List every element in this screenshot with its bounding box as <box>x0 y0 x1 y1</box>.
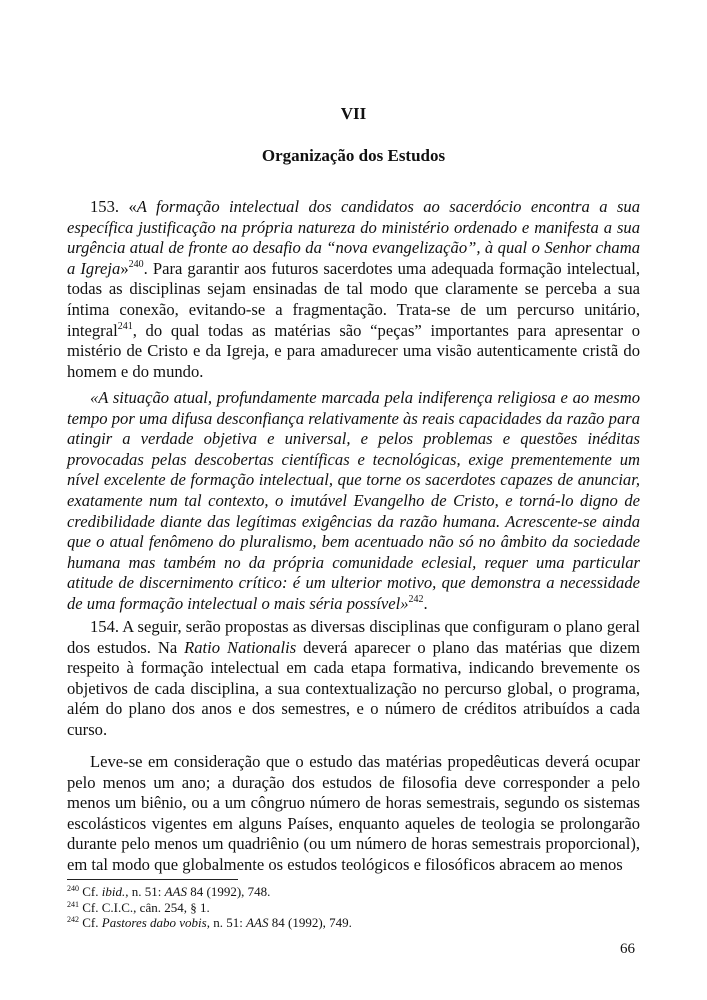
footnote-divider <box>67 879 238 880</box>
body-text: , do qual todas as matérias são “peças” importantes para apresentar o mistério de Cristo e da Igreja, e para amadurecer uma visão autenticamente cristã do homem e do mundo. <box>67 320 640 381</box>
footnote-text: , n. 51: <box>206 915 247 930</box>
body-text: 154. A seguir, serão propostas as diversas disciplinas que configuram o plano geral dos estudos. Na <box>67 617 640 657</box>
quoted-text: A formação intelectual dos candidatos ao sacerdócio encontra a sua específica justificação na própria natureza do ministério ordenado e manifesta a sua urgência atual de fronte ao desafio da “nova evangelização”, à qual o Senhor chama a Igreja <box>67 197 640 278</box>
paragraph-number: 153. <box>90 197 120 216</box>
footnote-italic: Pastores dabo vobis <box>101 915 207 930</box>
footnote-text: 84 (1992), 748. <box>187 884 271 899</box>
footnote-number: 242 <box>67 915 79 924</box>
footnote-text: Cf. <box>79 915 102 930</box>
footnote-ref-241[interactable]: 241 <box>117 320 133 332</box>
chapter-number: VII <box>340 104 367 123</box>
footnote-ref-242[interactable]: 242 <box>408 593 424 605</box>
footnote-text: , n. 51: <box>125 884 165 899</box>
paragraph-154 <box>67 617 640 741</box>
quoted-text: «A situação atual, profundamente marcada pela indiferença religiosa e ao mesmo tempo por uma difusa desconfiança relativamente às reais capacidades da razão para atingir a verdade objetiva e universal, e pelos problemas e questões inéditas provocadas pelas descobertas científicas e tecnológicas, exige prementemente um nível excelente de formação intelectual, que torne os sacerdotes capazes de anunciar, exatamente num tal contexto, o imutável Evangelho de Cristo, e torná-lo digno de credibilidade diante das legítimas exigências da razão humana. Acrescente-se ainda que o atual fenômeno do pluralismo, bem acentuado não só no âmbito da sociedade humana mas também no da própria comunidade eclesial, requer uma particular atitude de discernimento crítico: é um ulterior motivo, que demonstra a necessidade de uma formação intelectual o mais séria possível» <box>67 388 640 613</box>
quote-mark: « <box>128 197 137 216</box>
ratio-nationalis-title: Ratio Nationalis <box>184 637 297 657</box>
quote-mark: » <box>120 258 129 278</box>
footnote-number: 241 <box>67 899 79 909</box>
chapter-title: Organização dos Estudos <box>261 146 446 165</box>
footnote-text: Cf. <box>79 884 102 899</box>
footnote-number: 240 <box>67 884 79 893</box>
body-text: . Para garantir aos futuros sacerdotes uma adequada formação intelectual, todas as disciplinas sejam ensinadas de tal modo que claramente se perceba a sua íntima conexão, evitando-se a fragmentação. Trata-se de um percurso unitário, integral <box>67 258 640 340</box>
body-text: deverá aparecer o plano das matérias que dizem respeito à formação intelectual em cada etapa formativa, indicando brevemente os objetivos de cada disciplina, a sua contextualização no percurso global, o programa, além do plano dos anos e dos semestres, e o número de créditos atribuídos a cada curso. <box>67 637 640 739</box>
footnote-240 <box>67 884 352 900</box>
footnote-text: Cf. C.I.C., cân. 254, § 1. <box>79 899 210 915</box>
footnote-ref-240[interactable]: 240 <box>128 258 144 270</box>
footnote-italic: ibid. <box>101 884 126 899</box>
footnote-italic: AAS <box>246 915 269 930</box>
paragraph-leve-se: Leve-se em consideração que o estudo das matérias propedêuticas deverá ocupar pelo menos um ano; a duração dos estudos de filosofia deve corresponder a pelo menos um biênio, ou a um côngruo número de horas semestrais, segundo os sistemas escolásticos vigentes em alguns Países, enquanto aqueles de teologia se prolongarão durante pelo menos um quadriênio (ou um número de horas semestrais proporcional), em tal modo que globalmente os estudos teológicos e filosóficos abracem ao menos <box>67 752 640 874</box>
footnote-italic: AAS <box>164 884 187 899</box>
page-number: 66 <box>620 941 635 957</box>
footnote-241 <box>67 900 352 916</box>
footnote-242 <box>67 915 352 931</box>
footnotes <box>67 884 352 931</box>
footnote-text: 84 (1992), 749. <box>268 915 352 930</box>
punctuation: . <box>423 593 428 613</box>
paragraph-153 <box>67 197 640 382</box>
block-quote <box>67 388 640 615</box>
